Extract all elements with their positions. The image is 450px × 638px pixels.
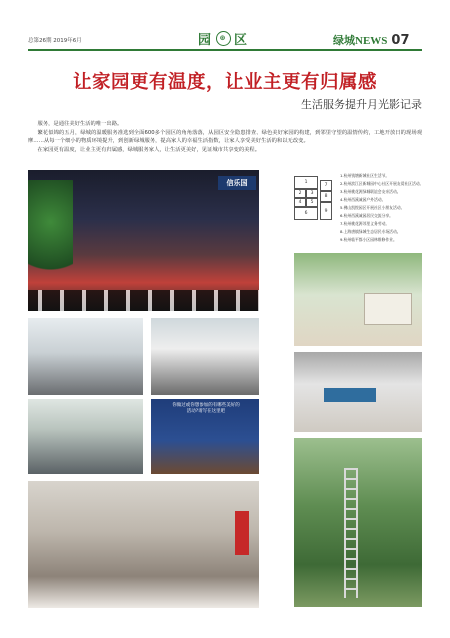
ping-pong-table [324, 388, 376, 402]
caption-item: 7.杭州桃花源邻里义务劳动。 [340, 221, 390, 226]
section-title [198, 30, 249, 46]
photo-7-kids-board [294, 253, 422, 346]
layout-cell-9: 9 [320, 202, 332, 220]
article-paragraph: 服务，是通往美好生活的唯一出路。 [37, 121, 123, 127]
layout-cell-2: 2 [294, 189, 306, 198]
tree-shape [28, 180, 73, 285]
caption-item: 5.佛山凯悦园区开展社区小朋友活动。 [340, 205, 405, 210]
article-body [28, 120, 422, 154]
caption-item: 4.杭州西溪诚园户外活动。 [340, 197, 386, 202]
page-number: 07 [391, 33, 410, 48]
photo-layout-diagram [294, 172, 334, 244]
article-paragraph: 繁花似锦的五月，绿城的温暖服务准选到全面600多个园区的角角落落，从园区安全隐患排查、绿色美好家园的构建，到邻里守望的温情传约，工地开放日的现场观摩……从每一个细小的物质环境提升，到创新绿城服务，提高家人的幸福生活指数，让家人享受美好生活的和以无改变。 [28, 129, 422, 144]
issue-info: 总第26期 2019年6月 [28, 38, 82, 44]
stage-lights [28, 290, 259, 311]
greentown-logo-icon: ⊛ [216, 31, 231, 46]
activity-board [364, 293, 412, 325]
layout-cell-1: 1 [294, 176, 318, 189]
store-sign: 信乐国 [218, 176, 256, 190]
caption-item: 8.上海唐镇绿城生态居民专场活动。 [340, 229, 401, 234]
masthead-brand [333, 32, 410, 46]
header-divider [28, 49, 422, 51]
layout-cell-6: 6 [294, 207, 318, 220]
caption-item: 3.杭州桃花源绿城联谊会友亲活动。 [340, 189, 401, 194]
layout-cell-3: 3 [306, 189, 318, 198]
photo-8-table-tennis [294, 352, 422, 432]
layout-cell-8: 8 [320, 191, 332, 202]
ladder-shape [344, 468, 358, 598]
layout-cell-7: 7 [320, 180, 332, 191]
section-title-left: 园 [198, 32, 214, 48]
layout-cell-5: 5 [306, 198, 318, 207]
subheadline: 生活服务提升月光影记录 [301, 98, 422, 111]
photo-2-group-visit [28, 318, 143, 395]
photo-3-residents [151, 318, 259, 395]
article-paragraph: 在家园更有温度，让业主更有归属感，绿城服务家人，让生活更美好，见证城市共享变的美程。 [37, 146, 261, 153]
caption-item: 6.杭州西溪诚园居民交流分享。 [340, 213, 393, 218]
caption-item: 1.杭州钱塘新城社区生活节。 [340, 173, 390, 178]
brand-english: NEWS [355, 35, 388, 47]
photo-1-night-festival [28, 170, 259, 311]
caption-item: 2.杭州滨江区新城园中心社区开展友爱社区活动。 [340, 181, 424, 186]
red-phone-booth [235, 511, 249, 555]
caption-item: 9.杭州临平都小区园林维修作业。 [340, 237, 397, 242]
photo-4-community-line [28, 399, 143, 474]
brand-chinese: 绿城 [333, 34, 355, 47]
photo-5-kids-activity [151, 399, 259, 474]
layout-cell-4: 4 [294, 198, 306, 207]
headline: 让家园更有温度，让业主更有归属感 [72, 72, 377, 93]
section-title-right: 区 [234, 32, 250, 48]
photo-captions [340, 172, 424, 244]
activity-panel-text: 你做过或你想参加的有哪些美好的活动?请写在这里吧 [172, 403, 240, 414]
photo-6-cpr-training [28, 481, 259, 608]
photo-9-tree-maintenance [294, 438, 422, 607]
